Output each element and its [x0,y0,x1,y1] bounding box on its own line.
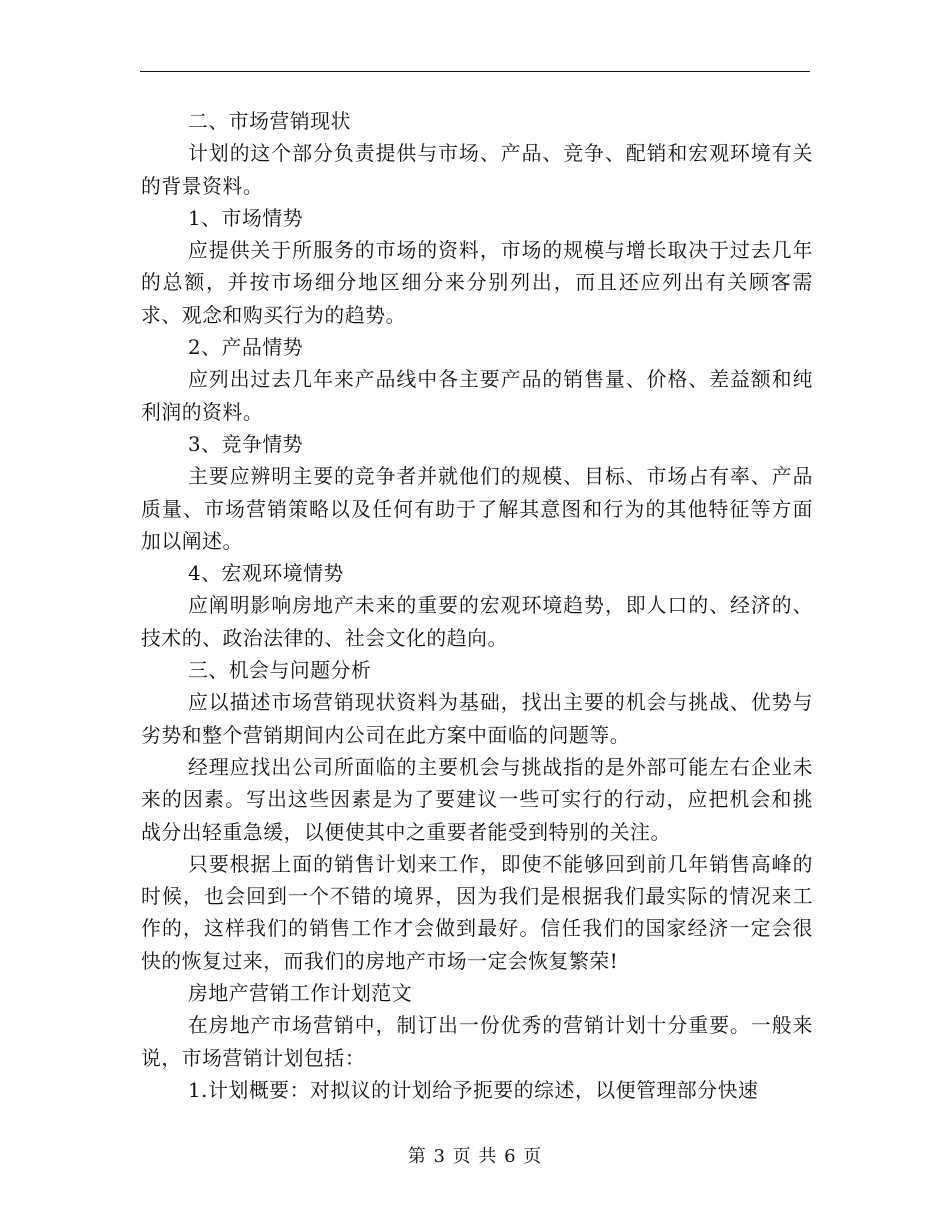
paragraph: 4、宏观环境情势 [188,562,344,586]
paragraph: 应提供关于所服务的市场的资料，市场的规模与增长取决于过去几年的总额，并按市场细分地区细分来分别列出，而且还应列出有关顾客需求、观念和购买行为的趋势。 [141,239,813,327]
paragraph: 主要应辨明主要的竞争者并就他们的规模、目标、市场占有率、产品质量、市场营销策略以及任何有助于了解其意图和行为的其他特征等方面加以阐述。 [141,465,813,553]
paragraph: 1.计划概要：对拟议的计划给予扼要的综述，以便管理部分快速 [188,1078,759,1102]
paragraph: 应列出过去几年来产品线中各主要产品的销售量、价格、差益额和纯利润的资料。 [141,368,813,424]
paragraph: 3、竞争情势 [188,432,304,456]
paragraph: 房地产营销工作计划范文 [188,982,413,1006]
paragraph: 只要根据上面的销售计划来工作，即使不能够回到前几年销售高峰的时候，也会回到一个不错的境界，因为我们是根据我们最实际的情况来工作的，这样我们的销售工作才会做到最好。信任我们的国家经济一定会很快的恢复过来，而我们的房地产市场一定会恢复繁荣! [141,852,813,973]
paragraph: 计划的这个部分负责提供与市场、产品、竞争、配销和宏观环境有关的背景资料。 [141,142,813,198]
page-footer: 第 3 页 共 6 页 [407,1146,543,1167]
paragraph: 经理应找出公司所面临的主要机会与挑战指的是外部可能左右企业未来的因素。写出这些因素是为了要建议一些可实行的行动，应把机会和挑战分出轻重急缓，以便使其中之重要者能受到特别的关注。 [141,755,813,844]
document-body [141,106,813,1107]
paragraph: 2、产品情势 [188,336,304,360]
paragraph: 二、市场营销现状 [188,110,352,133]
paragraph: 1、市场情势 [188,206,304,230]
paragraph: 应阐明影响房地产未来的重要的宏观环境趋势，即人口的、经济的、技术的、政治法律的、社会文化的趋向。 [141,594,813,650]
paragraph: 三、机会与问题分析 [188,659,372,683]
paragraph: 应以描述市场营销现状资料为基础，找出主要的机会与挑战、优势与劣势和整个营销期间内公司在此方案中面临的问题等。 [141,691,813,747]
paragraph: 在房地产市场营销中，制订出一份优秀的营销计划十分重要。一般来说，市场营销计划包括： [141,1014,813,1070]
header-rule [140,71,810,72]
